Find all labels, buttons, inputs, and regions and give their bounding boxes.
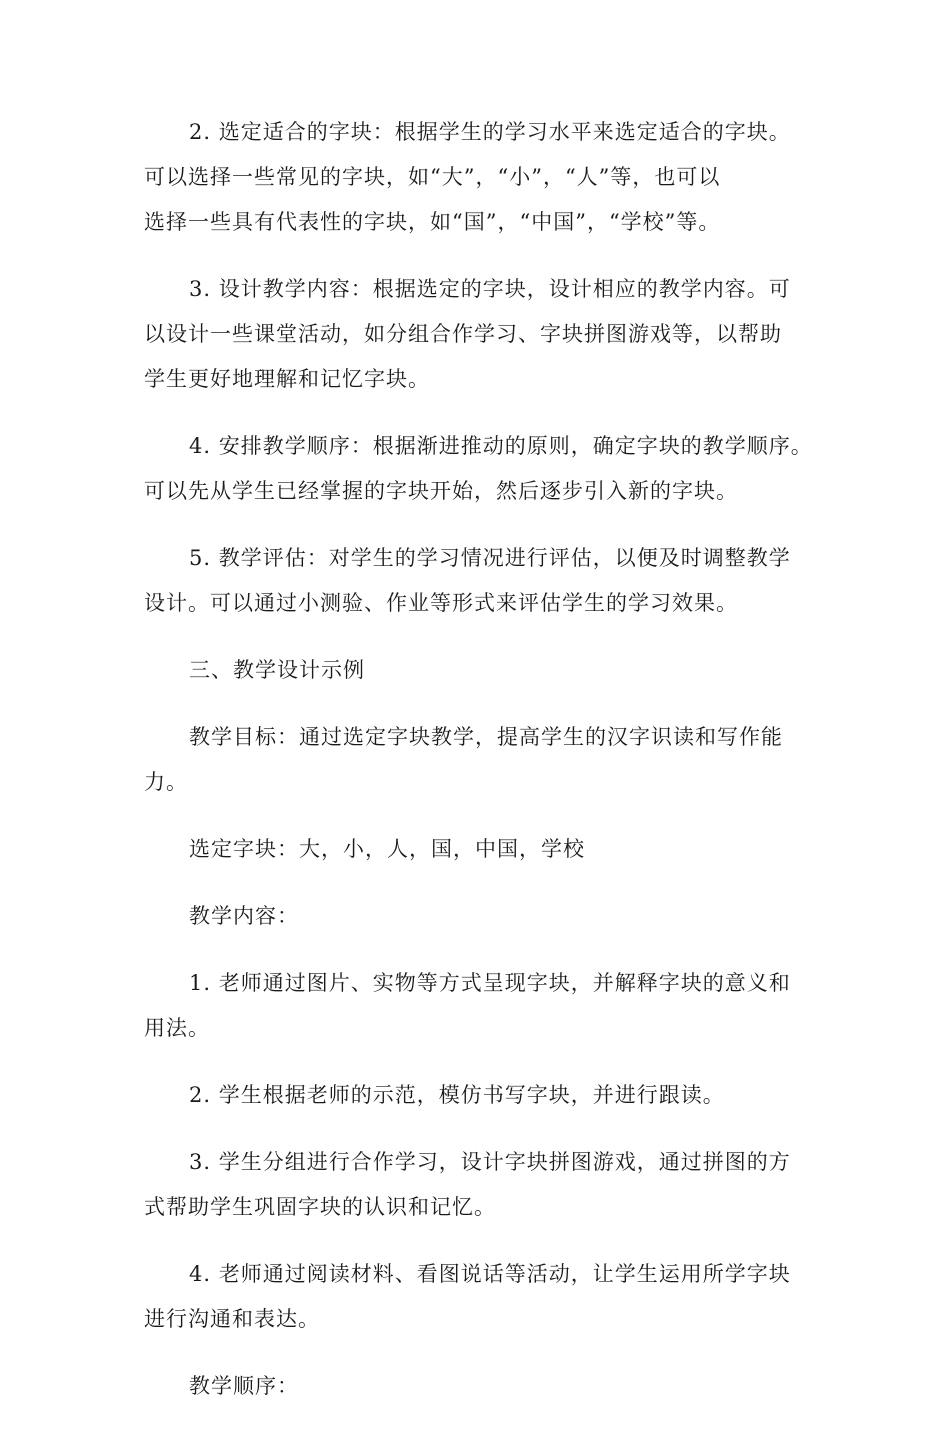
paragraph-step-3 — [144, 267, 814, 402]
text-line: 进行沟通和表达。 — [144, 1307, 320, 1331]
text-line: 以设计一些课堂活动，如分组合作学习、字块拼图游戏等，以帮助 — [144, 322, 782, 346]
paragraph-teaching-content-label — [144, 894, 814, 939]
text-line: 可以选择一些常见的字块，如“大”，“小”，“人”等，也可以 — [144, 165, 721, 189]
paragraph-content-item-4 — [144, 1252, 814, 1342]
text-line: 学生更好地理解和记忆字块。 — [144, 367, 430, 391]
text-line: 4. 老师通过阅读材料、看图说话等活动，让学生运用所学字块 — [189, 1262, 791, 1286]
text-line: 设计。可以通过小测验、作业等形式来评估学生的学习效果。 — [144, 591, 738, 615]
text-line: 选择一些具有代表性的字块，如“国”，“中国”，“学校”等。 — [144, 210, 721, 234]
paragraph-content-item-3 — [144, 1140, 814, 1230]
text-line: 选定字块：大，小，人，国，中国，学校 — [189, 837, 585, 861]
document-body — [144, 110, 814, 1431]
paragraph-teaching-goal — [144, 715, 814, 805]
text-line: 1. 老师通过图片、实物等方式呈现字块，并解释字块的意义和 — [189, 971, 791, 995]
text-line: 式帮助学生巩固字块的认识和记忆。 — [144, 1195, 496, 1219]
paragraph-step-4 — [144, 424, 814, 514]
text-line: 2. 选定适合的字块：根据学生的学习水平来选定适合的字块。 — [189, 120, 791, 144]
paragraph-content-item-1 — [144, 961, 814, 1051]
text-line: 2. 学生根据老师的示范，模仿书写字块，并进行跟读。 — [189, 1083, 725, 1107]
text-line: 力。 — [144, 770, 188, 794]
text-line: 可以先从学生已经掌握的字块开始，然后逐步引入新的字块。 — [144, 479, 738, 503]
text-line: 教学顺序： — [189, 1374, 299, 1398]
paragraph-step-2 — [144, 110, 814, 245]
paragraph-content-item-2 — [144, 1073, 814, 1118]
text-line: 教学内容： — [189, 904, 299, 928]
text-line: 3. 设计教学内容：根据选定的字块，设计相应的教学内容。可 — [189, 277, 791, 301]
paragraph-step-5 — [144, 536, 814, 626]
text-line: 三、教学设计示例 — [189, 658, 365, 682]
text-line: 5. 教学评估：对学生的学习情况进行评估，以便及时调整教学 — [189, 546, 791, 570]
text-line: 4. 安排教学顺序：根据渐进推动的原则，确定字块的教学顺序。 — [189, 434, 813, 458]
paragraph-teaching-order-label — [144, 1364, 814, 1409]
section-heading — [144, 648, 814, 693]
paragraph-selected-blocks — [144, 827, 814, 872]
text-line: 教学目标：通过选定字块教学，提高学生的汉字识读和写作能 — [189, 725, 783, 749]
text-line: 用法。 — [144, 1016, 210, 1040]
text-line: 3. 学生分组进行合作学习，设计字块拼图游戏，通过拼图的方 — [189, 1150, 791, 1174]
